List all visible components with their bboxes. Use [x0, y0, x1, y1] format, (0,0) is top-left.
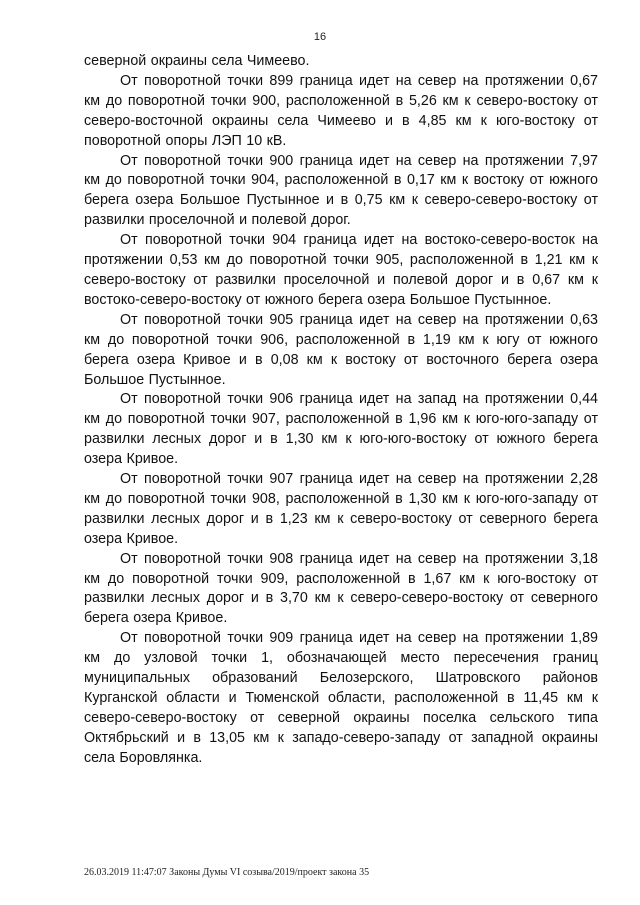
- paragraph-continuation: северной окраины села Чимеево.: [84, 53, 310, 69]
- document-body: [84, 52, 598, 769]
- page-number: 16: [313, 31, 327, 43]
- paragraph-point-907: От поворотной точки 907 граница идет на север на протяжении 2,28 км до поворотной точки 908, расположенной в 1,30 км к юго-юго-западу от развилки лесных дорог и в 1,23 км к северо-востоку от северного берега озера Кривое.: [84, 471, 598, 547]
- paragraph-point-904: От поворотной точки 904 граница идет на востоко-северо-восток на протяжении 0,53 км до поворотной точки 905, расположенной в 1,21 км к северо-востоку от развилки проселочной и полевой дорог и в 0,67 км к востоко-северо-востоку от южного берега озера Большое Пустынное.: [84, 232, 598, 308]
- paragraph-point-909: От поворотной точки 909 граница идет на север на протяжении 1,89 км до узловой точки 1, обозначающей место пересечения границ муниципальных образований Белозерского, Шатровского районов Курганской области и Тюменской области, расположенной в 11,45 км к северо-северо-востоку от северной окраины поселка сельского типа Октябрьский и в 13,05 км к западо-северо-западу от западной окраины села Боровлянка.: [84, 630, 598, 766]
- paragraph-point-900: От поворотной точки 900 граница идет на север на протяжении 7,97 км до поворотной точки 904, расположенной в 0,17 км к востоку от южного берега озера Большое Пустынное и в 0,75 км к северо-северо-востоку от развилки проселочной и полевой дорог.: [84, 152, 598, 229]
- paragraph-point-908: От поворотной точки 908 граница идет на север на протяжении 3,18 км до поворотной точки 909, расположенной в 1,67 км к юго-востоку от развилки лесных дорог и в 3,70 км к северо-северо-востоку от северного берега озера Кривое.: [84, 550, 598, 627]
- paragraph-point-905: От поворотной точки 905 граница идет на север на протяжении 0,63 км до поворотной точки 906, расположенной в 1,19 км к югу от южного берега озера Кривое и в 0,08 км к востоку от восточного берега озера Большое Пустынное.: [84, 311, 598, 388]
- document-footer: 26.03.2019 11:47:07 Законы Думы VI созыва/2019/проект закона 35: [84, 867, 370, 878]
- paragraph-point-906: От поворотной точки 906 граница идет на запад на протяжении 0,44 км до поворотной точки 907, расположенной в 1,96 км к юго-юго-западу от развилки лесных дорог и в 1,30 км к юго-юго-востоку от южного берега озера Кривое.: [84, 391, 598, 468]
- paragraph-point-899: От поворотной точки 899 граница идет на север на протяжении 0,67 км до поворотной точки 900, расположенной в 5,26 км к северо-востоку от северо-восточной окраины села Чимеево и в 4,85 км к юго-востоку от поворотной опоры ЛЭП 10 кВ.: [84, 72, 598, 149]
